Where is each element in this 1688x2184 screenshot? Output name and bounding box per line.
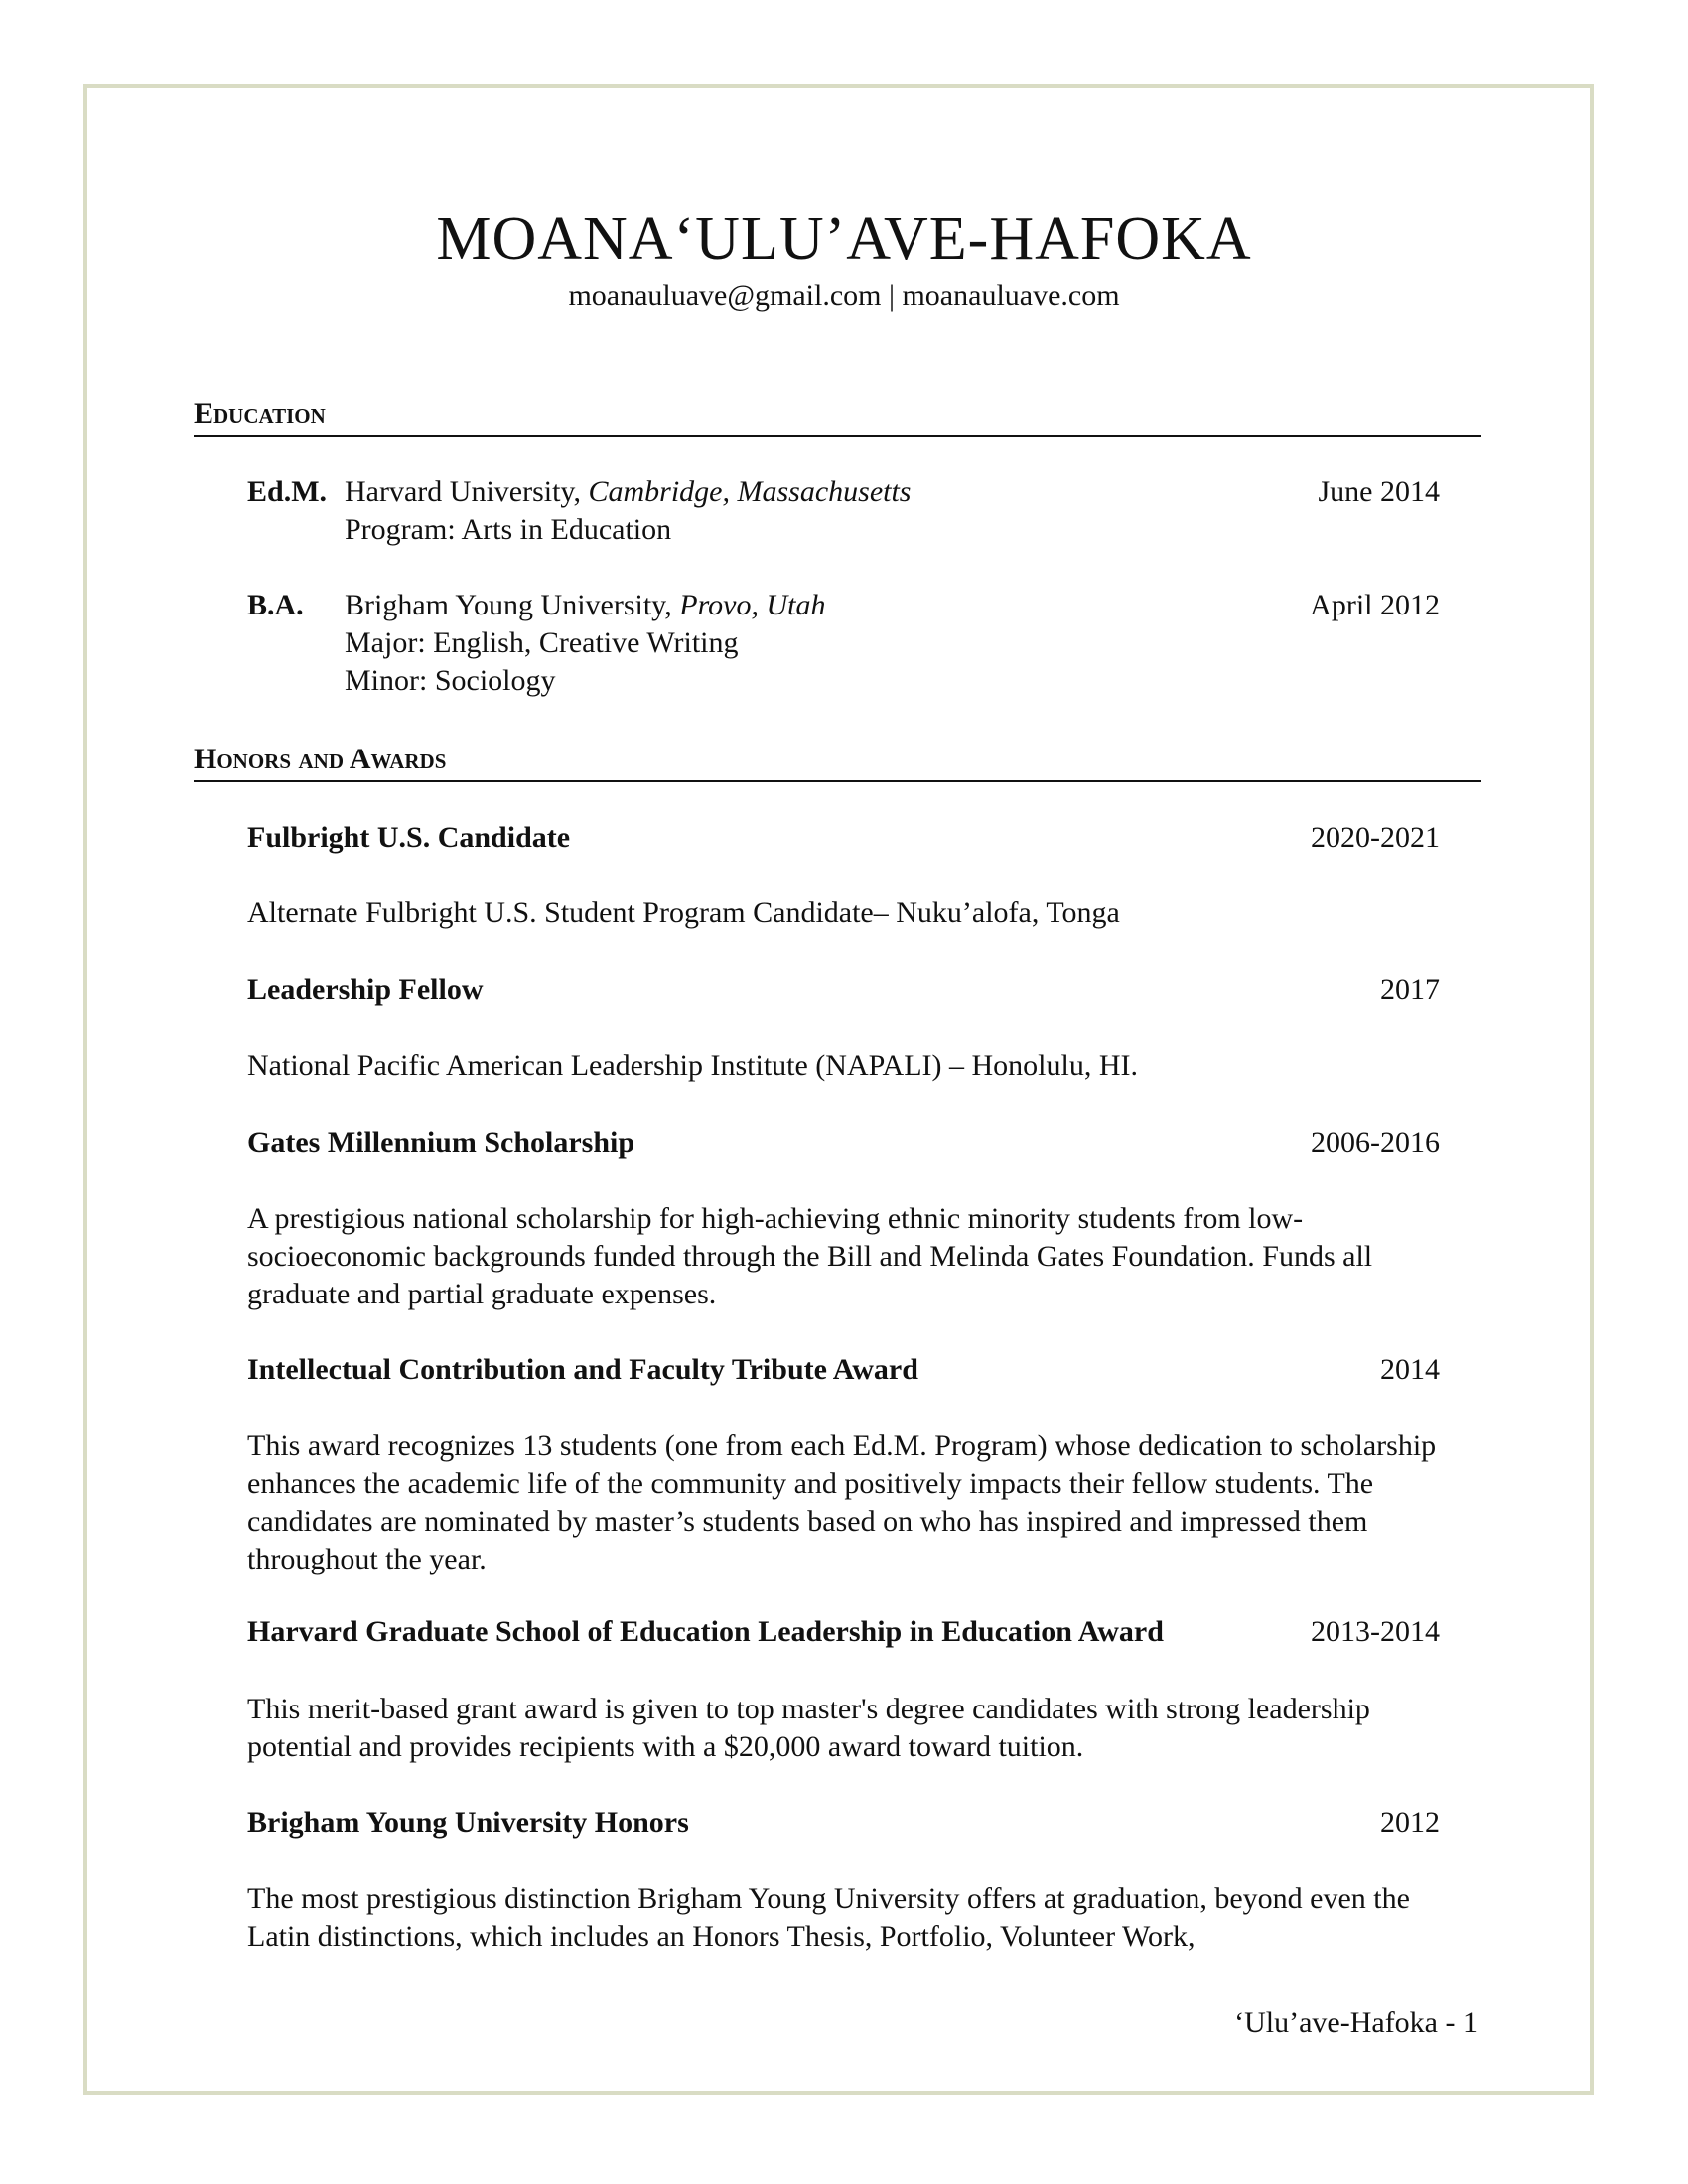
degree-label: Ed.M. xyxy=(247,476,328,508)
page-border xyxy=(83,84,1594,2095)
award-date: 2006-2016 xyxy=(1311,1126,1440,1159)
award-title: Harvard Graduate School of Education Leadership in Education Award xyxy=(247,1615,1164,1648)
honors-heading: Honors and Awards xyxy=(194,745,1481,782)
candidate-name: MOANA‘ULU’AVE-HAFOKA xyxy=(436,205,1252,273)
school-line xyxy=(345,478,911,507)
school-name: Harvard University, xyxy=(345,476,589,508)
award-title: Gates Millennium Scholarship xyxy=(247,1126,635,1159)
award-description: Alternate Fulbright U.S. Student Program Candidate– Nuku’alofa, Tonga xyxy=(247,896,1120,929)
award-description: This merit-based grant award is given to top master's degree candidates with strong leadership potential and provides recipients with a $20,000 award toward tuition. xyxy=(247,1693,1370,1763)
award-title: Brigham Young University Honors xyxy=(247,1806,689,1839)
award-date: 2014 xyxy=(1380,1353,1440,1386)
education-date: June 2014 xyxy=(1318,476,1440,508)
page-footer: ‘Ulu’ave-Hafoka - 1 xyxy=(1234,2006,1477,2039)
award-date: 2020-2021 xyxy=(1311,821,1440,854)
school-location: Cambridge, Massachusetts xyxy=(588,476,912,508)
education-detail: Minor: Sociology xyxy=(345,664,556,697)
award-date: 2013-2014 xyxy=(1311,1615,1440,1648)
award-title: Fulbright U.S. Candidate xyxy=(247,821,571,854)
education-detail: Program: Arts in Education xyxy=(345,513,672,546)
school-name: Brigham Young University, xyxy=(345,589,680,621)
award-description: National Pacific American Leadership Institute (NAPALI) – Honolulu, HI. xyxy=(247,1049,1139,1082)
award-title: Intellectual Contribution and Faculty Tribute Award xyxy=(247,1353,918,1386)
school-line xyxy=(345,591,825,620)
contact-line: moanauluave@gmail.com | moanauluave.com xyxy=(568,279,1120,312)
education-date: April 2012 xyxy=(1310,589,1440,621)
education-detail: Major: English, Creative Writing xyxy=(345,626,739,659)
education-heading: Education xyxy=(194,399,1481,437)
degree-label: B.A. xyxy=(247,589,304,621)
award-date: 2012 xyxy=(1380,1806,1440,1839)
award-description: A prestigious national scholarship for high-achieving ethnic minority students from low-socioeconomic backgrounds funded through the Bill and Melinda Gates Foundation. Funds all graduate and partial graduate expenses. xyxy=(247,1202,1373,1310)
award-date: 2017 xyxy=(1380,973,1440,1006)
award-description: The most prestigious distinction Brigham Young University offers at graduation, beyond even the Latin distinctions, which includes an Honors Thesis, Portfolio, Volunteer Work, xyxy=(247,1882,1410,1953)
award-title: Leadership Fellow xyxy=(247,973,484,1006)
school-location: Provo, Utah xyxy=(679,589,826,621)
award-description: This award recognizes 13 students (one from each Ed.M. Program) whose dedication to scholarship enhances the academic life of the community and positively impacts their fellow students. The candidates are nominated by master’s students based on who has inspired and impressed them throughout the year. xyxy=(247,1430,1437,1575)
